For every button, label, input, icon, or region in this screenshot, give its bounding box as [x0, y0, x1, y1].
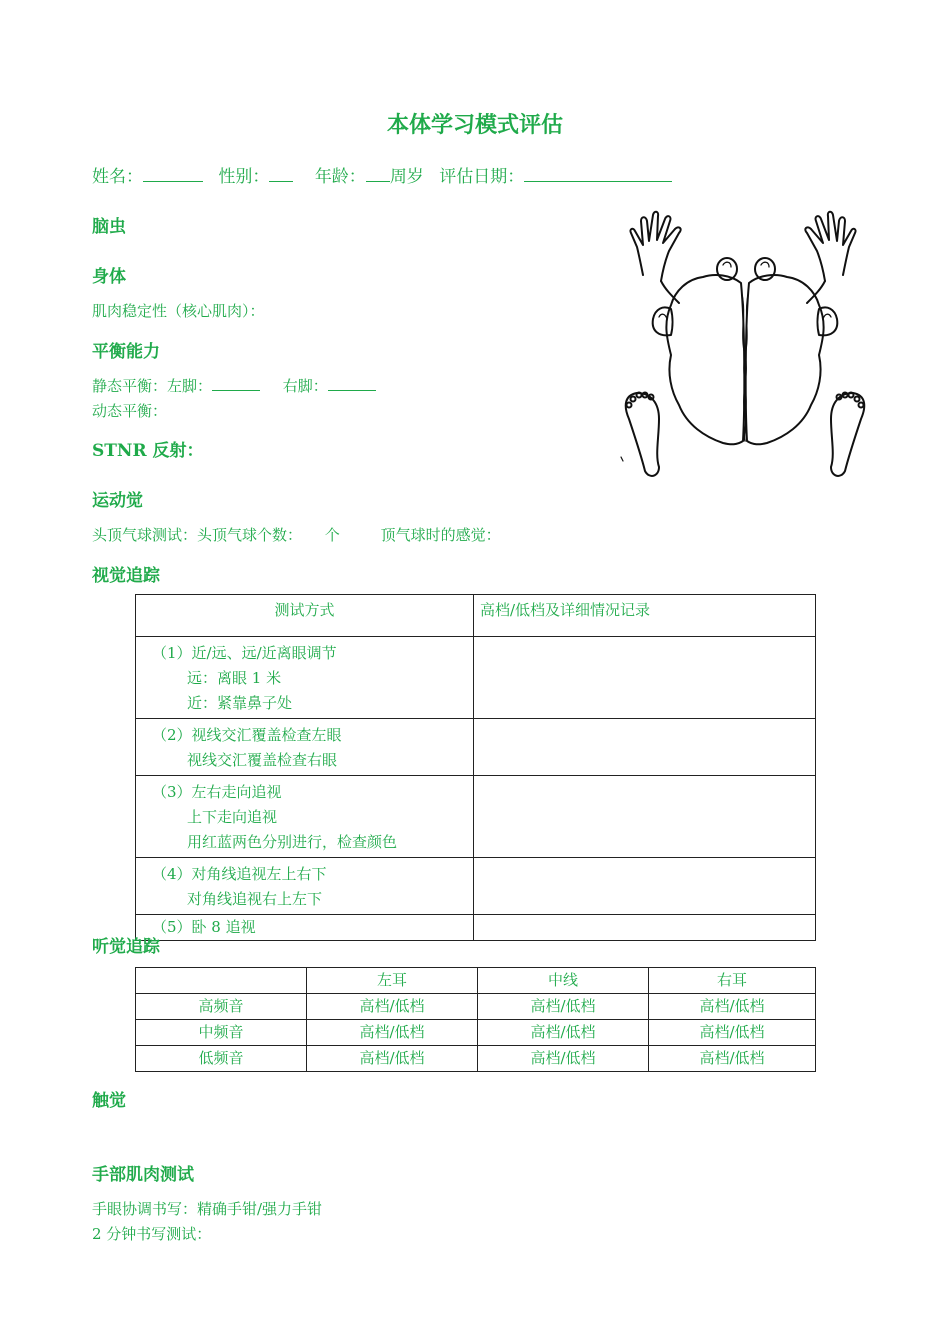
left-foot-blank[interactable]	[212, 376, 260, 391]
heading-auditory-tracking: 听觉追踪	[92, 937, 160, 957]
balloon-feeling-label: 顶气球时的感觉：	[380, 526, 501, 544]
audio-header-blank	[136, 968, 307, 994]
heading-visual-tracking: 视觉追踪	[92, 566, 160, 586]
page-title: 本体学习模式评估	[386, 112, 563, 138]
audio-cell[interactable]: 高档/低档	[649, 1046, 816, 1072]
audio-cell[interactable]: 高档/低档	[307, 1046, 478, 1072]
date-blank[interactable]	[524, 167, 672, 182]
audio-row-label: 高频音	[136, 994, 307, 1020]
balloon-test-line	[92, 524, 501, 545]
right-foot-blank[interactable]	[328, 376, 376, 391]
brain-body-diagram	[615, 205, 875, 485]
right-hand	[805, 212, 855, 281]
visual-test-1: （1）近/远、远/近离眼调节 远：离眼 1 米 近：紧靠鼻子处	[136, 637, 474, 719]
heading-hand-muscle: 手部肌肉测试	[92, 1165, 194, 1185]
date-label: 评估日期：	[439, 167, 525, 187]
audio-row-label: 低频音	[136, 1046, 307, 1072]
balloon-unit: 个	[324, 526, 340, 544]
visual-record-cell[interactable]	[474, 719, 816, 776]
visual-test-5: （5）卧 8 追视	[136, 915, 474, 941]
visual-record-cell[interactable]	[474, 915, 816, 941]
audio-cell[interactable]: 高档/低档	[478, 994, 649, 1020]
table-row	[136, 1020, 816, 1046]
gender-label: 性别：	[218, 167, 270, 187]
heading-balance: 平衡能力	[92, 342, 160, 362]
visual-record-cell[interactable]	[474, 637, 816, 719]
audio-cell[interactable]: 高档/低档	[307, 994, 478, 1020]
right-hemisphere	[746, 275, 824, 444]
audio-cell[interactable]: 高档/低档	[478, 1046, 649, 1072]
table-row	[136, 858, 816, 915]
auditory-tracking-table	[135, 967, 816, 1072]
muscle-stability-label: 肌肉稳定性（核心肌肉）：	[92, 302, 265, 320]
name-label: 姓名：	[92, 167, 143, 187]
visual-record-cell[interactable]	[474, 776, 816, 858]
writing-test-label: 2 分钟书写测试：	[92, 1225, 212, 1243]
visual-record-cell[interactable]	[474, 858, 816, 915]
age-blank[interactable]	[366, 167, 390, 182]
left-hemisphere	[666, 275, 744, 444]
heading-stnr: STNR 反射：	[92, 441, 204, 461]
heading-brain: 脑虫	[92, 217, 126, 237]
dynamic-balance-label: 动态平衡：	[92, 402, 168, 420]
age-unit: 周岁	[389, 167, 424, 187]
table-row	[136, 1046, 816, 1072]
name-blank[interactable]	[143, 167, 203, 182]
static-balance-line	[92, 375, 376, 396]
table-row	[136, 776, 816, 858]
right-foot-label: 右脚：	[282, 377, 328, 395]
audio-cell[interactable]: 高档/低档	[649, 1020, 816, 1046]
table-row	[136, 719, 816, 776]
table-row	[136, 915, 816, 941]
audio-cell[interactable]: 高档/低档	[307, 1020, 478, 1046]
gender-blank[interactable]	[269, 167, 293, 182]
audio-header-left-ear: 左耳	[307, 968, 478, 994]
audio-header-midline: 中线	[478, 968, 649, 994]
audio-cell[interactable]: 高档/低档	[478, 1020, 649, 1046]
audio-row-label: 中频音	[136, 1020, 307, 1046]
table-row	[136, 994, 816, 1020]
visual-header-method: 测试方式	[136, 595, 474, 637]
static-balance-label: 静态平衡：左脚：	[92, 377, 213, 395]
visual-tracking-table	[135, 594, 816, 941]
visual-test-2: （2）视线交汇覆盖检查左眼 视线交汇覆盖检查右眼	[136, 719, 474, 776]
audio-header-right-ear: 右耳	[649, 968, 816, 994]
heading-touch: 触觉	[92, 1091, 126, 1111]
heading-kinesthesia: 运动觉	[92, 491, 143, 511]
audio-cell[interactable]: 高档/低档	[649, 994, 816, 1020]
left-hand	[630, 212, 680, 281]
visual-test-4: （4）对角线追视左上右下 对角线追视右上左下	[136, 858, 474, 915]
table-row	[136, 637, 816, 719]
visual-header-record: 高档/低档及详细情况记录	[474, 595, 816, 637]
info-line	[92, 162, 672, 187]
balloon-test-label: 头顶气球测试：头顶气球个数：	[92, 526, 303, 544]
visual-test-3: （3）左右走向追视 上下走向追视 用红蓝两色分别进行，检查颜色	[136, 776, 474, 858]
heading-body: 身体	[92, 267, 126, 287]
hand-eye-label: 手眼协调书写：精确手钳/强力手钳	[92, 1200, 323, 1218]
age-label: 年龄：	[314, 167, 366, 187]
